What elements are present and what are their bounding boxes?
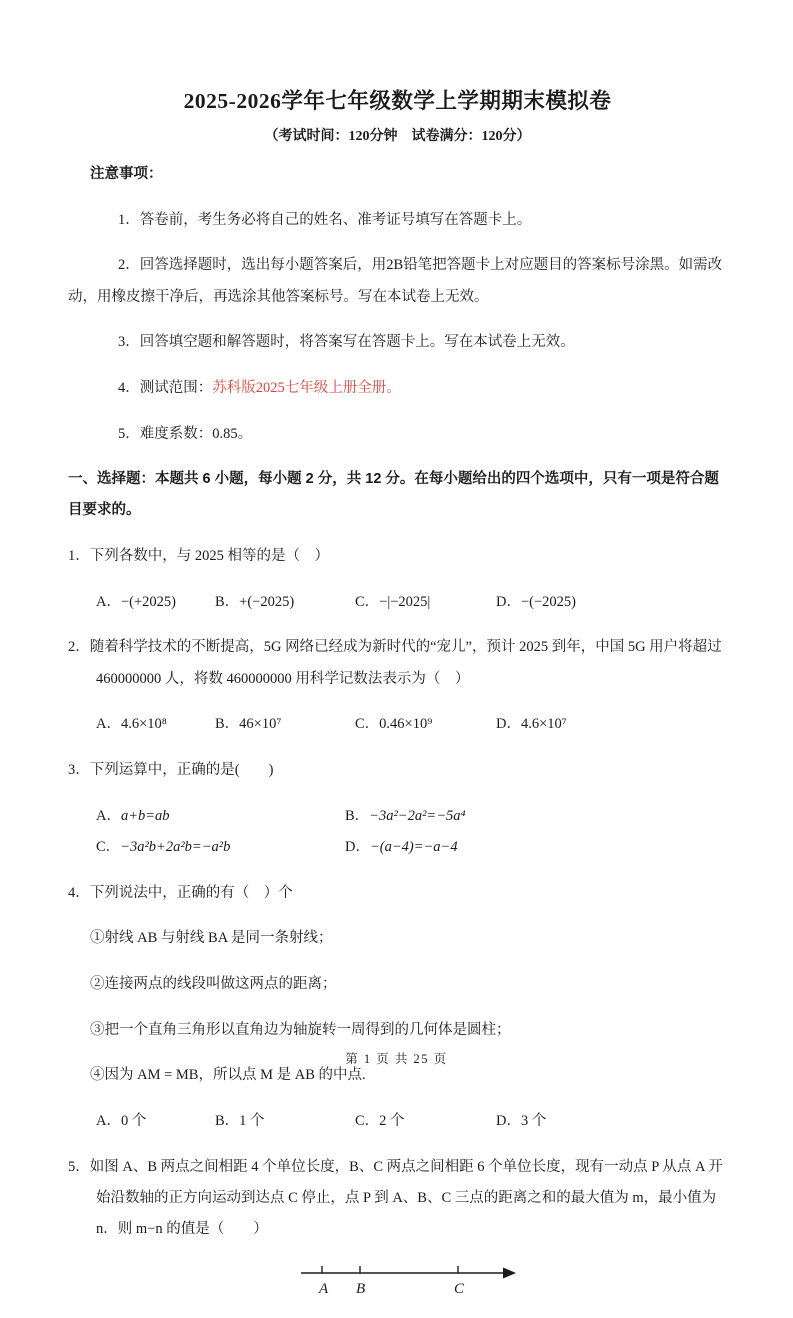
question-1-option-b: B．+(−2025) <box>215 593 295 610</box>
question-4-statement-4: ④因为 AM = MB，所以点 M 是 AB 的中点. <box>90 1067 366 1084</box>
question-3-formula-a: a+b=ab <box>120 807 170 824</box>
notice-item-3: 3．回答填空题和解答题时，将答案写在答题卡上。写在本试卷上无效。 <box>118 334 575 351</box>
question-3-options <box>68 801 727 863</box>
notice-item-4-prefix: 4．测试范围： <box>118 379 213 396</box>
notice-item-2: 2．回答选择题时，选出每小题答案后，用2B铅笔把答题卡上对应题目的答案标号涂黑。如需改动，用橡皮擦干净后，再选涂其他答案标号。写在本试卷上无效。 <box>68 257 723 305</box>
arrow-right-icon <box>503 1267 516 1278</box>
notice-heading: 注意事项： <box>90 166 163 183</box>
question-5 <box>68 1152 727 1306</box>
question-3 <box>68 755 727 863</box>
question-3-option-b: B．−3a²−2a²=−5a⁴ <box>345 807 466 824</box>
question-4-option-b: B．1 个 <box>215 1112 265 1129</box>
question-1-option-d: D．−(−2025) <box>496 593 576 610</box>
question-4-statement-2: ②连接两点的线段叫做这两点的距离； <box>90 975 337 992</box>
question-3-option-c: C．−3a²b+2a²b=−a²b <box>96 838 231 855</box>
question-4-option-c: C．2 个 <box>355 1112 405 1129</box>
notice-item-1: 1．答卷前，考生务必将自己的姓名、准考证号填写在答题卡上。 <box>118 211 532 228</box>
question-3-formula-d: −(a−4)=−a−4 <box>369 838 458 855</box>
notice-item-5: 5．难度系数：0.85。 <box>118 425 253 442</box>
question-4-option-a: A．0 个 <box>96 1112 147 1129</box>
question-4-statement-3: ③把一个直角三角形以直角边为轴旋转一周得到的几何体是圆柱； <box>90 1021 511 1038</box>
point-a-label: A <box>319 1280 329 1297</box>
question-4-options <box>68 1106 727 1137</box>
question-2 <box>68 632 727 740</box>
question-2-option-b: B．46×10⁷ <box>215 716 282 733</box>
question-5-stem: 5．如图 A、B 两点之间相距 4 个单位长度，B、C 两点之间相距 6 个单位长度，现有一动点 P 从点 A 开始沿数轴的正方向运动到达点 C 停止，点 P 到 A、B、C 三点的距离之和的最大值为 m，最小值为 n．则 m−n 的值是（ ） <box>68 1158 723 1237</box>
question-2-stem: 2．随着科学技术的不断提高，5G 网络已经成为新时代的“宠儿”，预计 2025 到年，中国 5G 用户将超过 460000000 人，将数 460000000 用科学记数法表示为（ ） <box>68 639 722 687</box>
question-4-stem: 4．下列说法中，正确的有（ ）个 <box>68 884 293 901</box>
question-1-option-c: C．−|−2025| <box>355 593 431 610</box>
section-1-heading: 一、选择题：本题共 6 小题，每小题 2 分，共 12 分。在每小题给出的四个选项中，只有一项是符合题目要求的。 <box>68 471 719 519</box>
point-b-label: B <box>356 1280 366 1297</box>
question-4 <box>68 878 727 1138</box>
question-4-statement-1: ①射线 AB 与射线 BA 是同一条射线； <box>90 930 333 947</box>
question-2-option-c: C．0.46×10⁹ <box>355 716 433 733</box>
question-1-stem: 1．下列各数中，与 2025 相等的是（ ） <box>68 548 329 565</box>
number-line-svg <box>300 1260 516 1306</box>
question-1 <box>68 541 727 618</box>
question-4-option-d: D．3 个 <box>496 1112 547 1129</box>
exam-time-score-subtitle: （考试时间：120分钟 试卷满分：120分） <box>264 129 531 145</box>
question-3-option-d: D．−(a−4)=−a−4 <box>345 838 458 855</box>
question-3-stem: 3．下列运算中，正确的是( ) <box>68 762 274 778</box>
question-2-option-d: D．4.6×10⁷ <box>496 716 567 733</box>
question-3-formula-b: −3a²−2a²=−5a⁴ <box>369 807 466 824</box>
question-1-options <box>68 587 727 618</box>
question-1-option-a: A．−(+2025) <box>96 593 176 610</box>
question-2-option-a: A．4.6×10⁸ <box>96 716 167 733</box>
number-line-figure <box>300 1260 727 1306</box>
question-2-options <box>68 709 727 740</box>
notice-item-4-test-scope-red: 苏科版2025七年级上册全册。 <box>212 379 401 396</box>
question-3-option-a: A．a+b=ab <box>96 807 170 824</box>
page-number-footer: 第 1 页 共 25 页 <box>345 1052 448 1066</box>
point-c-label: C <box>454 1280 465 1297</box>
page-title: 2025-2026学年七年级数学上学期期末模拟卷 <box>183 89 612 113</box>
question-3-formula-c: −3a²b+2a²b=−a²b <box>120 838 231 855</box>
notice-item-4 <box>68 373 727 404</box>
